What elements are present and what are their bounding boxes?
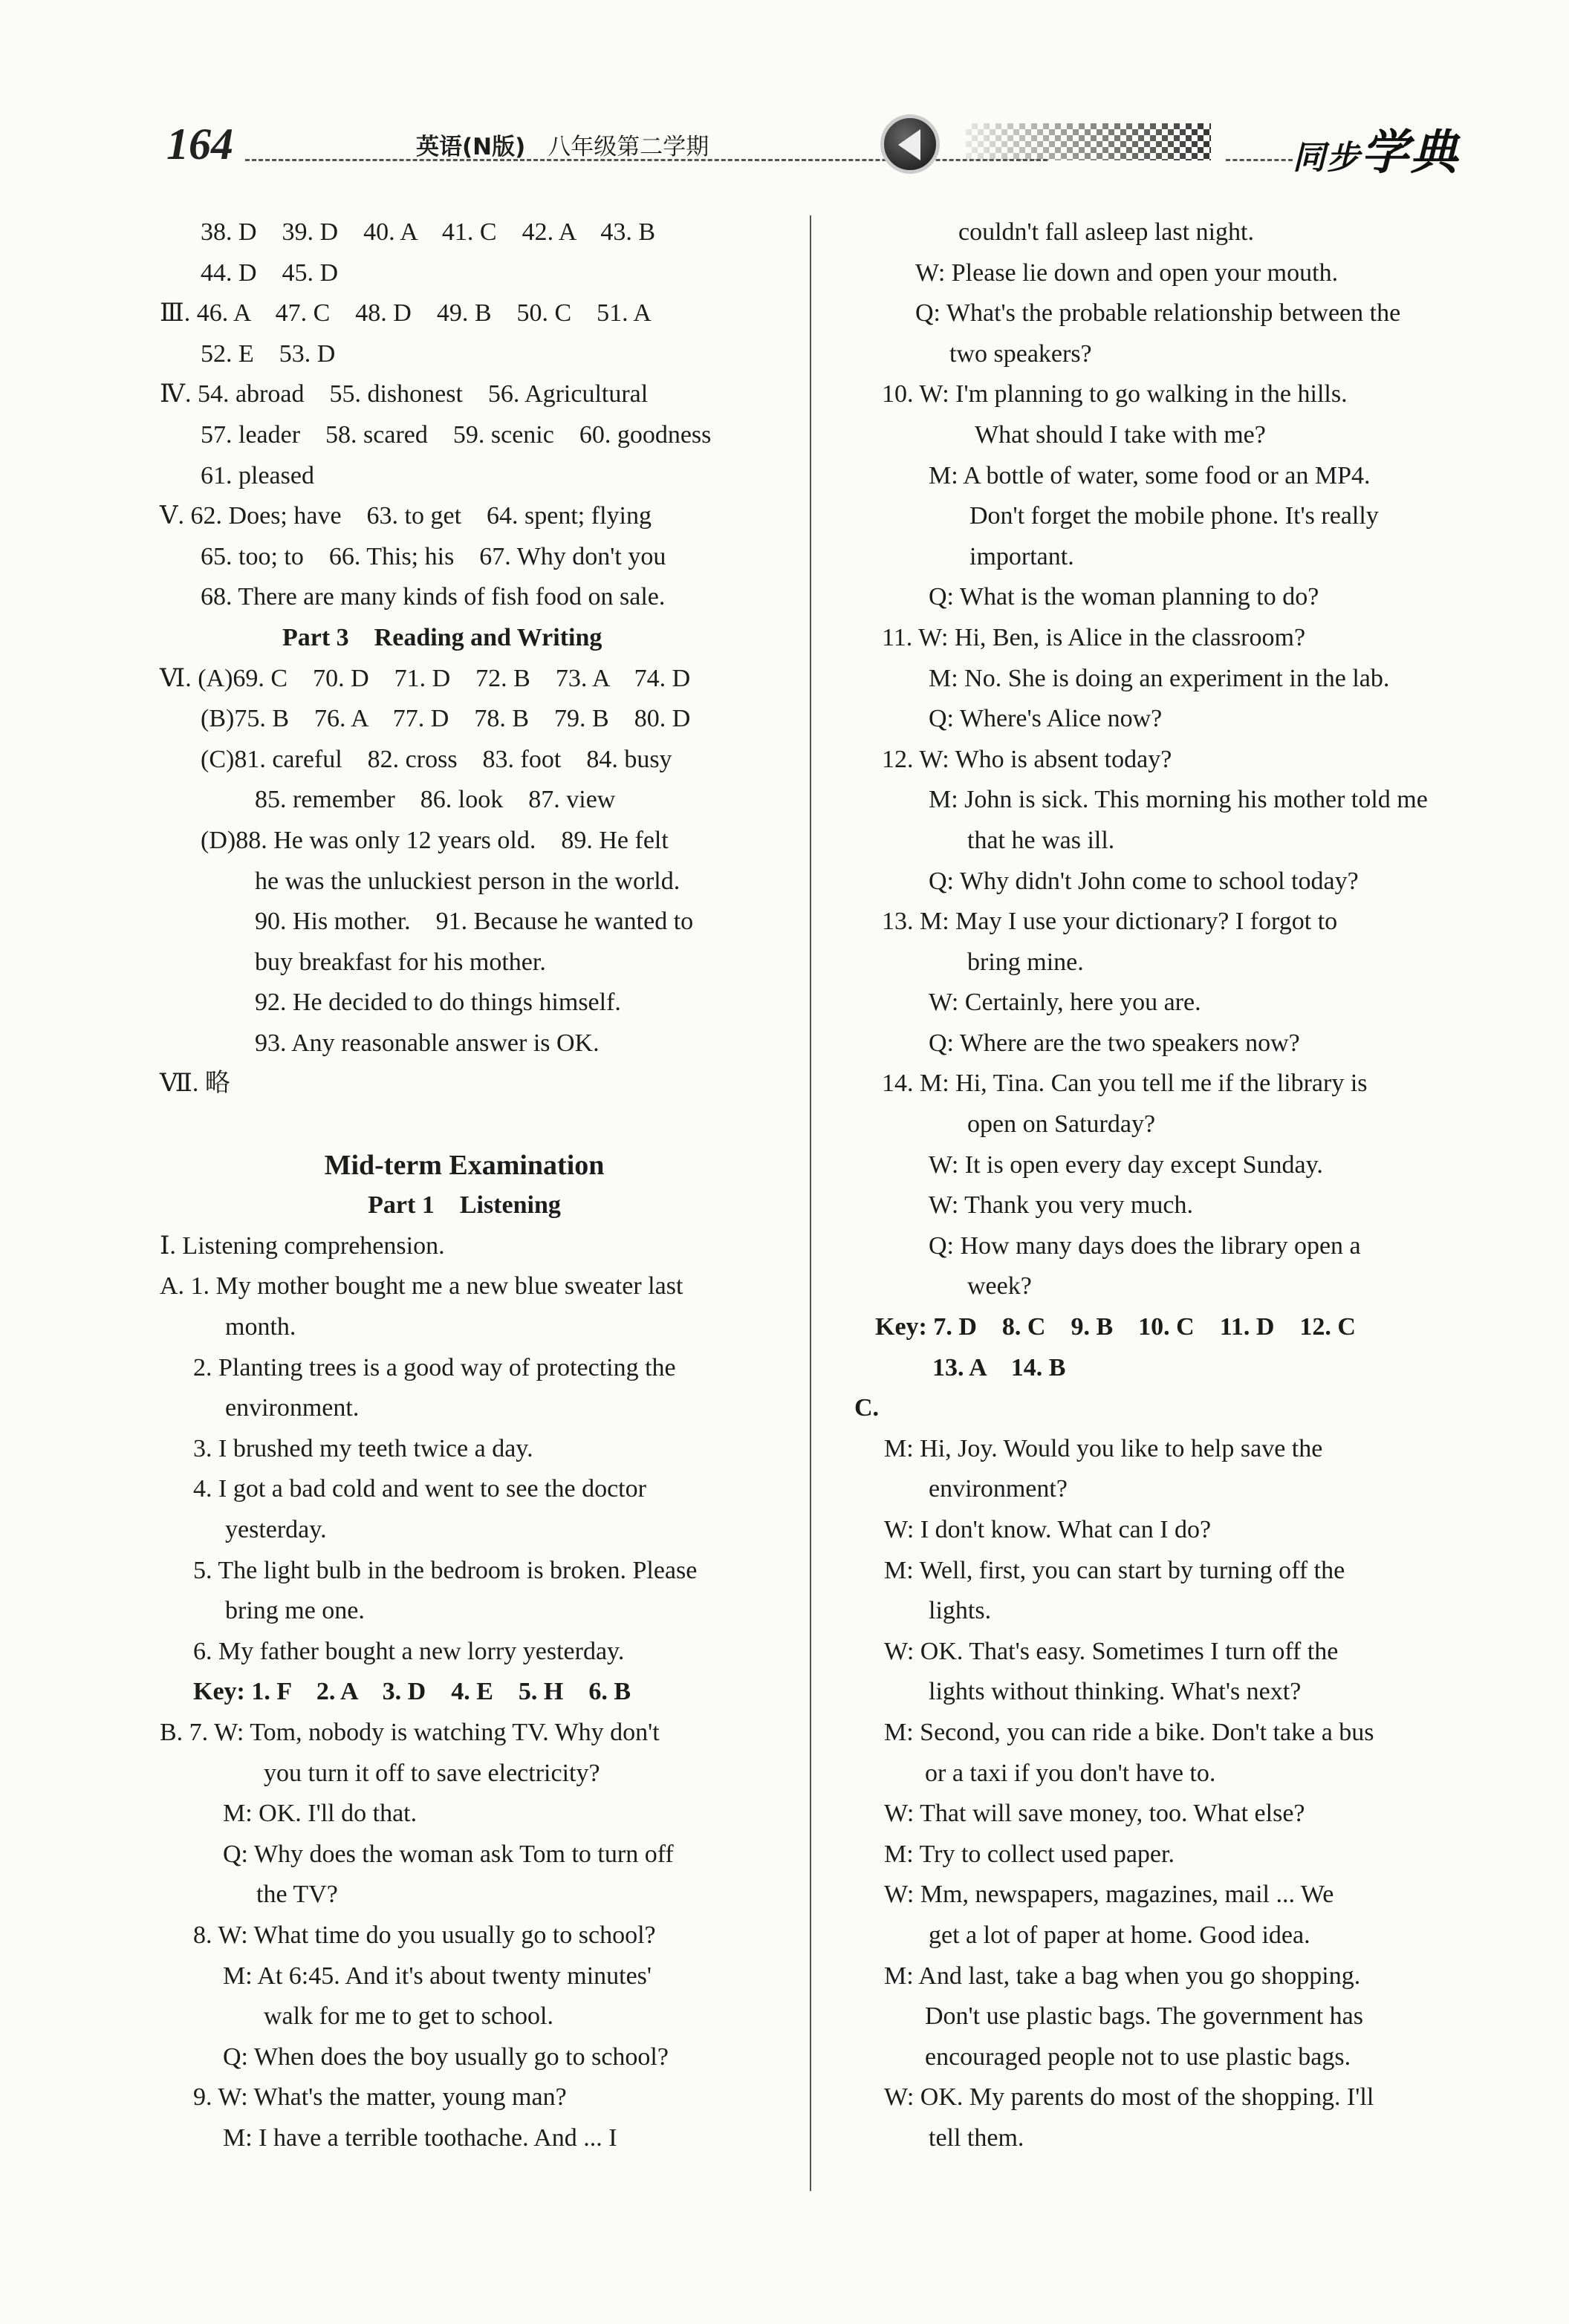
- answer-line: Ⅵ. (A)69. C 70. D 71. D 72. B 73. A 74. D: [160, 664, 691, 692]
- text-line: bring mine.: [967, 948, 1084, 976]
- book-subject: 英语(N版): [416, 134, 526, 160]
- answer-line: 92. He decided to do things himself.: [255, 989, 621, 1017]
- text-line: 4. I got a bad cold and went to see the doctor: [193, 1475, 646, 1503]
- text-line: 6. My father bought a new lorry yesterday.: [193, 1637, 625, 1665]
- text-line: W: It is open every day except Sunday.: [929, 1150, 1323, 1179]
- text-line: 10. W: I'm planning to go walking in the hills.: [882, 380, 1348, 409]
- text-line: encouraged people not to use plastic bags.: [925, 2043, 1351, 2071]
- answer-line: 90. His mother. 91. Because he wanted to: [255, 908, 694, 936]
- text-line: get a lot of paper at home. Good idea.: [929, 1921, 1310, 1949]
- text-line: W: Thank you very much.: [929, 1191, 1193, 1220]
- key-line: 13. A 14. B: [932, 1353, 1066, 1381]
- text-line: month.: [225, 1313, 296, 1341]
- text-line: Q: What's the probable relationship between the: [915, 299, 1401, 328]
- text-line: lights without thinking. What's next?: [929, 1678, 1302, 1706]
- text-line: W: That will save money, too. What else?: [884, 1800, 1305, 1828]
- answer-line: buy breakfast for his mother.: [255, 948, 546, 976]
- text-line: 9. W: What's the matter, young man?: [193, 2083, 567, 2112]
- text-line: Q: Why does the woman ask Tom to turn off: [223, 1840, 674, 1868]
- triangle-icon: [898, 129, 920, 160]
- answer-line: 44. D 45. D: [201, 258, 339, 287]
- text-line: 11. W: Hi, Ben, is Alice in the classroom?: [882, 623, 1306, 651]
- text-line: M: Second, you can ride a bike. Don't take a bus: [884, 1718, 1374, 1746]
- text-line: bring me one.: [225, 1597, 365, 1625]
- text-line: M: Try to collect used paper.: [884, 1840, 1175, 1868]
- text-line: B. 7. W: Tom, nobody is watching TV. Why don't: [160, 1718, 660, 1746]
- answer-line: he was the unluckiest person in the world.: [255, 867, 680, 895]
- text-line: 3. I brushed my teeth twice a day.: [193, 1434, 533, 1462]
- text-line: couldn't fall asleep last night.: [958, 218, 1254, 246]
- text-line: 13. M: May I use your dictionary? I forgot to: [882, 908, 1338, 936]
- brand-logo: 同步学典: [1293, 126, 1459, 180]
- text-line: W: Mm, newspapers, magazines, mail ... We: [884, 1881, 1334, 1909]
- text-line: environment.: [225, 1394, 360, 1422]
- column-divider: [810, 215, 811, 2191]
- text-line: Q: What is the woman planning to do?: [929, 583, 1319, 611]
- page-header: [156, 111, 1464, 178]
- book-title: [416, 128, 709, 161]
- text-line: W: Please lie down and open your mouth.: [915, 258, 1339, 287]
- text-line: Don't use plastic bags. The government has: [925, 2002, 1363, 2031]
- key-line: Key: 7. D 8. C 9. B 10. C 11. D 12. C: [875, 1313, 1356, 1341]
- answer-line: 68. There are many kinds of fish food on sale.: [201, 583, 666, 611]
- answer-line: (D)88. He was only 12 years old. 89. He felt: [201, 826, 669, 854]
- text-line: M: Hi, Joy. Would you like to help save the: [884, 1434, 1323, 1462]
- answer-line: (C)81. careful 82. cross 83. foot 84. busy: [201, 745, 672, 773]
- text-line: 5. The light bulb in the bedroom is broken. Please: [193, 1556, 698, 1584]
- text-line: Don't forget the mobile phone. It's really: [969, 502, 1379, 530]
- text-line: M: A bottle of water, some food or an MP4.: [929, 461, 1371, 489]
- header-rule-right: [1226, 159, 1293, 161]
- checker-pattern: [966, 123, 1211, 160]
- text-line: Q: Why didn't John come to school today?: [929, 867, 1359, 895]
- text-line: 8. W: What time do you usually go to school?: [193, 1921, 656, 1949]
- text-line: Ⅰ. Listening comprehension.: [160, 1231, 445, 1260]
- text-line: Q: Where's Alice now?: [929, 705, 1163, 733]
- text-line: environment?: [929, 1475, 1068, 1503]
- answer-line: Ⅲ. 46. A 47. C 48. D 49. B 50. C 51. A: [160, 299, 652, 328]
- text-line: Q: When does the boy usually go to school?: [223, 2043, 669, 2071]
- text-line: yesterday.: [225, 1516, 327, 1543]
- text-line: you turn it off to save electricity?: [264, 1759, 600, 1787]
- section-label: C.: [854, 1394, 880, 1422]
- answer-line: 61. pleased: [201, 461, 314, 489]
- text-line: that he was ill.: [967, 826, 1115, 854]
- key-line: Key: 1. F 2. A 3. D 4. E 5. H 6. B: [193, 1678, 631, 1706]
- text-line: lights.: [929, 1597, 992, 1625]
- answer-line: 52. E 53. D: [201, 339, 336, 368]
- left-column: [160, 212, 776, 2159]
- text-line: important.: [969, 542, 1074, 570]
- text-line: M: No. She is doing an experiment in the lab.: [929, 664, 1390, 692]
- book-grade: 八年级第二学期: [548, 134, 709, 160]
- text-line: A. 1. My mother bought me a new blue sweater last: [160, 1272, 683, 1301]
- answer-line: 38. D 39. D 40. A 41. C 42. A 43. B: [201, 218, 656, 246]
- answer-line: 85. remember 86. look 87. view: [255, 786, 616, 814]
- text-line: 14. M: Hi, Tina. Can you tell me if the library is: [882, 1070, 1368, 1098]
- text-line: M: At 6:45. And it's about twenty minutes': [223, 1962, 652, 1990]
- text-line: or a taxi if you don't have to.: [925, 1759, 1216, 1787]
- text-line: 12. W: Who is absent today?: [882, 745, 1172, 773]
- exam-title: Mid-term Examination: [324, 1149, 605, 1181]
- answer-line: (B)75. B 76. A 77. D 78. B 79. B 80. D: [201, 705, 691, 733]
- text-line: tell them.: [929, 2123, 1024, 2152]
- text-line: W: OK. That's easy. Sometimes I turn off the: [884, 1637, 1339, 1665]
- text-line: Q: Where are the two speakers now?: [929, 1029, 1300, 1057]
- answer-line: Ⅴ. 62. Does; have 63. to get 64. spent; flying: [160, 502, 652, 530]
- answer-line: Ⅳ. 54. abroad 55. dishonest 56. Agricultural: [160, 380, 649, 409]
- section-heading: Part 3 Reading and Writing: [282, 623, 602, 651]
- text-line: W: I don't know. What can I do?: [884, 1516, 1212, 1543]
- text-line: M: OK. I'll do that.: [223, 1800, 418, 1828]
- right-column: [854, 212, 1449, 2159]
- text-line: What should I take with me?: [975, 420, 1266, 449]
- text-line: week?: [967, 1272, 1032, 1301]
- text-line: Q: How many days does the library open a: [929, 1231, 1361, 1260]
- text-line: M: And last, take a bag when you go shopping.: [884, 1962, 1361, 1990]
- text-line: two speakers?: [949, 339, 1092, 368]
- answer-line: 65. too; to 66. This; his 67. Why don't you: [201, 542, 666, 570]
- answer-line: Ⅶ. 略: [160, 1070, 230, 1098]
- text-line: W: Certainly, here you are.: [929, 989, 1201, 1017]
- text-line: open on Saturday?: [967, 1110, 1156, 1139]
- page-number: 164: [166, 120, 233, 169]
- section-heading: Part 1 Listening: [368, 1191, 561, 1220]
- text-line: walk for me to get to school.: [264, 2002, 553, 2031]
- text-line: 2. Planting trees is a good way of protecting the: [193, 1353, 676, 1381]
- answer-line: 57. leader 58. scared 59. scenic 60. goodness: [201, 420, 712, 449]
- text-line: M: I have a terrible toothache. And ... I: [223, 2123, 617, 2152]
- text-line: the TV?: [256, 1881, 338, 1909]
- text-line: M: John is sick. This morning his mother told me: [929, 786, 1428, 814]
- text-line: W: OK. My parents do most of the shopping. I'll: [884, 2083, 1374, 2112]
- answer-line: 93. Any reasonable answer is OK.: [255, 1029, 600, 1057]
- text-line: M: Well, first, you can start by turning off the: [884, 1556, 1345, 1584]
